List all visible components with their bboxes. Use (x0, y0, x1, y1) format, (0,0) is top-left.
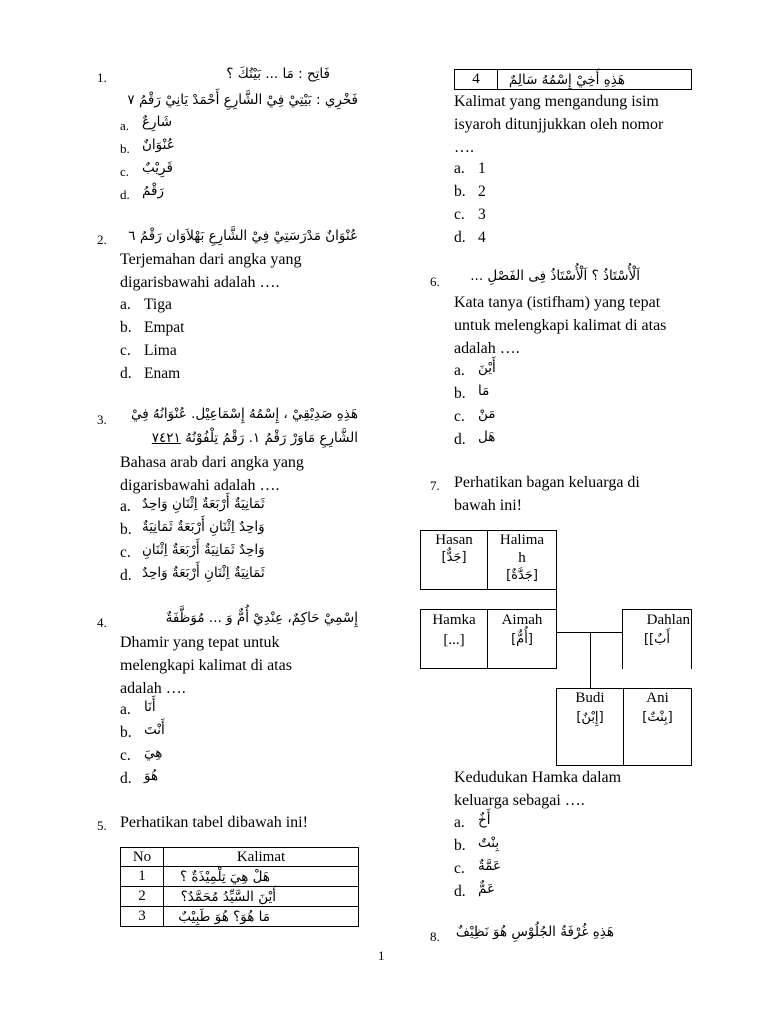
option-label: c. (120, 342, 131, 359)
page-number: 1 (378, 948, 385, 963)
option-text: Empat (144, 319, 185, 336)
question-number: 4. (97, 615, 107, 630)
option-label: b. (120, 141, 130, 156)
table-cell-kalimat: هَذِهِ أَخِيْ إِسْمُهُ سَالِمٌ (498, 70, 692, 90)
option-label: c. (120, 747, 131, 764)
question-text-line: Bahasa arab dari angka yang (120, 454, 304, 471)
connector-line (556, 590, 557, 610)
question-number: 1. (97, 70, 107, 85)
option-text: مَا (478, 383, 490, 399)
table-cell-kalimat: هَلْ هِيَ تِلْمِيْذَةٌ ؟ (164, 867, 359, 887)
question-arabic-line: هَذِهِ صَدِيْقِيْ ، إِسْمُهُ إِسْمَاعِيْل. عُنْوَانُهُ فِيْ (130, 406, 358, 422)
option-label: b. (454, 837, 466, 854)
tree-name: Halima (499, 532, 545, 548)
option-label: a. (120, 118, 130, 133)
tree-role: [أُمٌّ] (511, 632, 533, 647)
question-text-line: digarisbawahi adalah …. (120, 274, 280, 291)
option-label: b. (454, 183, 466, 200)
question-arabic-line: إِسْمِيْ حَاكِمٌ، عِنْدِيْ أُمٌّ وَ ... مُوَظَّفَةٌ (165, 610, 358, 626)
option-text: عَمٌّ (478, 881, 496, 897)
option-label: a. (120, 701, 131, 718)
tree-name: Hamka (432, 612, 476, 628)
question-arabic-line (118, 430, 358, 446)
question-number: 5. (97, 818, 107, 833)
option-label: a. (454, 160, 465, 177)
option-text: هَل (478, 429, 496, 445)
question-number: 6. (430, 274, 440, 289)
table-cell-no: 1 (121, 867, 164, 887)
option-label: c. (454, 408, 465, 425)
option-text: 2 (478, 183, 486, 200)
question-number: 7. (430, 478, 440, 493)
option-label: a. (120, 296, 131, 313)
option-label: d. (454, 431, 466, 448)
option-text: Tiga (144, 296, 172, 313)
question-text-line: Dhamir yang tepat untuk (120, 634, 280, 651)
table-cell-no: 4 (455, 70, 498, 90)
option-label: d. (120, 187, 130, 202)
tree-name: Dahlan (646, 612, 690, 628)
question-arabic-line: هَذِهِ غُرْفَةُ الجُلُوْسِ هُوَ نَظِيْفٌ (455, 924, 614, 940)
option-text: Enam (144, 365, 181, 382)
question-arabic-line: فَاتِح : مَا ... بَيْتُكَ ؟ (226, 66, 330, 82)
question-number: 8. (430, 929, 440, 944)
question-text-line: Perhatikan tabel dibawah ini! (120, 814, 308, 831)
question-arabic-line: اَلْأُسْتَاذُ ؟ اَلْأُسْتَاذُ فِى الفَصْلِ ... (470, 268, 640, 284)
question-number: 3. (97, 412, 107, 427)
option-text: وَاحِدٌ ثَمَانِيَةٌ أَرْبَعَةٌ اِثْنَانِ (142, 542, 265, 558)
option-text: رَقْمُ (142, 183, 164, 199)
option-label: d. (454, 229, 466, 246)
tree-name: h (518, 550, 526, 566)
option-text: وَاحِدٌ اِثْنَانِ أَرْبَعَةٌ ثَمَانِيَةٌ (142, 519, 265, 535)
option-text: أَنْتَ (144, 722, 165, 738)
tree-name: Aimah (501, 612, 543, 628)
table-cell-kalimat: أَيْنَ السَّيِّدُ مُحَمَّدٌ؟ (164, 887, 359, 907)
option-text: ثَمَانِيَةٌ أَرْبَعَةٌ اِثْنَانِ وَاحِدٌ (142, 496, 265, 512)
tree-role: [إِبْنٌ] (576, 710, 604, 725)
option-text: مَنْ (478, 406, 496, 422)
option-label: b. (120, 521, 132, 538)
option-text: 4 (478, 229, 486, 246)
underlined-number: ٧٤٢١ (151, 430, 181, 446)
option-text: أَيْنَ (478, 360, 496, 376)
option-text: بِنْتٌ (478, 835, 500, 851)
option-label: d. (120, 365, 132, 382)
option-text: Lima (144, 342, 177, 359)
tree-name: Ani (646, 690, 669, 706)
table-header: Kalimat (164, 848, 359, 867)
option-text: هُوَ (144, 768, 159, 784)
option-text: قَرِيْبٌ (142, 160, 173, 176)
option-label: d. (120, 770, 132, 787)
option-label: a. (454, 814, 465, 831)
option-text: شَارِعٌ (142, 114, 172, 130)
question-text-line: Kata tanya (istifham) yang tepat (454, 294, 661, 311)
question-text-line: …. (454, 139, 474, 156)
question-table (120, 847, 359, 927)
table-header: No (121, 848, 164, 867)
question-text-line: Terjemahan dari angka yang (120, 251, 302, 268)
option-text: 3 (478, 206, 486, 223)
tree-role: [جَدَّةٌ] (506, 568, 538, 583)
question-table-continued (454, 69, 692, 90)
tree-role: [[أَبٌ (643, 632, 670, 647)
option-text: عَمَّةٌ (478, 858, 502, 874)
question-text-line: isyaroh ditunjjukkan oleh nomor (454, 116, 664, 133)
question-text-line: melengkapi kalimat di atas (120, 657, 292, 674)
tree-role: [جَدٌّ] (441, 550, 467, 565)
option-label: a. (454, 362, 465, 379)
option-text: 1 (478, 160, 486, 177)
option-label: c. (454, 860, 465, 877)
arabic-segment: الشَّارِعِ مَاوَرْ رَقْمُ ١. رَقْمُ تِلْفُوْنُهُ (185, 430, 358, 446)
option-text: أَخٌ (478, 812, 491, 828)
option-label: c. (120, 544, 131, 561)
table-cell-no: 2 (121, 887, 164, 907)
question-arabic-line: عُنْوَانٌ مَدْرَسَتِيْ فِيْ الشَّارِعِ بَهْلاَوَان رَقْمُ ٦ (128, 228, 358, 244)
question-text-line: adalah …. (120, 680, 186, 697)
table-cell-no: 3 (121, 907, 164, 927)
option-label: c. (120, 164, 130, 179)
option-label: a. (120, 498, 131, 515)
option-label: d. (454, 883, 466, 900)
question-text-line: Kedudukan Hamka dalam (454, 769, 622, 786)
option-label: b. (454, 385, 466, 402)
tree-role: [...] (443, 632, 465, 648)
question-text-line: Kalimat yang mengandung isim (454, 93, 659, 110)
option-label: c. (454, 206, 465, 223)
option-label: b. (120, 319, 132, 336)
option-text: هِيَ (144, 745, 163, 761)
tree-name: Budi (575, 690, 605, 706)
question-number: 2. (97, 232, 107, 247)
option-label: b. (120, 724, 132, 741)
tree-name: Hasan (435, 532, 473, 548)
question-text-line: keluarga sebagai …. (454, 792, 585, 809)
table-cell-kalimat: مَا هُوَ؟ هُوَ طَبِيْبٌ (164, 907, 359, 927)
option-text: أَنَا (144, 699, 156, 715)
question-text-line: bawah ini! (454, 497, 522, 514)
option-text: ثَمَانِيَةٌ اِثْنَانِ أَرْبَعَةٌ وَاحِدٌ (142, 565, 265, 581)
connector-line (590, 632, 591, 689)
option-text: عُنْوَانٌ (142, 137, 175, 153)
tree-role: [بِنْتٌ] (642, 710, 673, 725)
question-text-line: untuk melengkapi kalimat di atas (454, 317, 667, 334)
question-text-line: Perhatikan bagan keluarga di (454, 474, 640, 491)
question-text-line: digarisbawahi adalah …. (120, 477, 280, 494)
option-label: d. (120, 567, 132, 584)
question-arabic-line: فَخْرِي : بَيْتِيْ فِيْ الشَّارِعِ أَحْمَدْ يَانِيْ رَقْمُ ٧ (127, 92, 358, 108)
question-text-line: adalah …. (454, 340, 520, 357)
